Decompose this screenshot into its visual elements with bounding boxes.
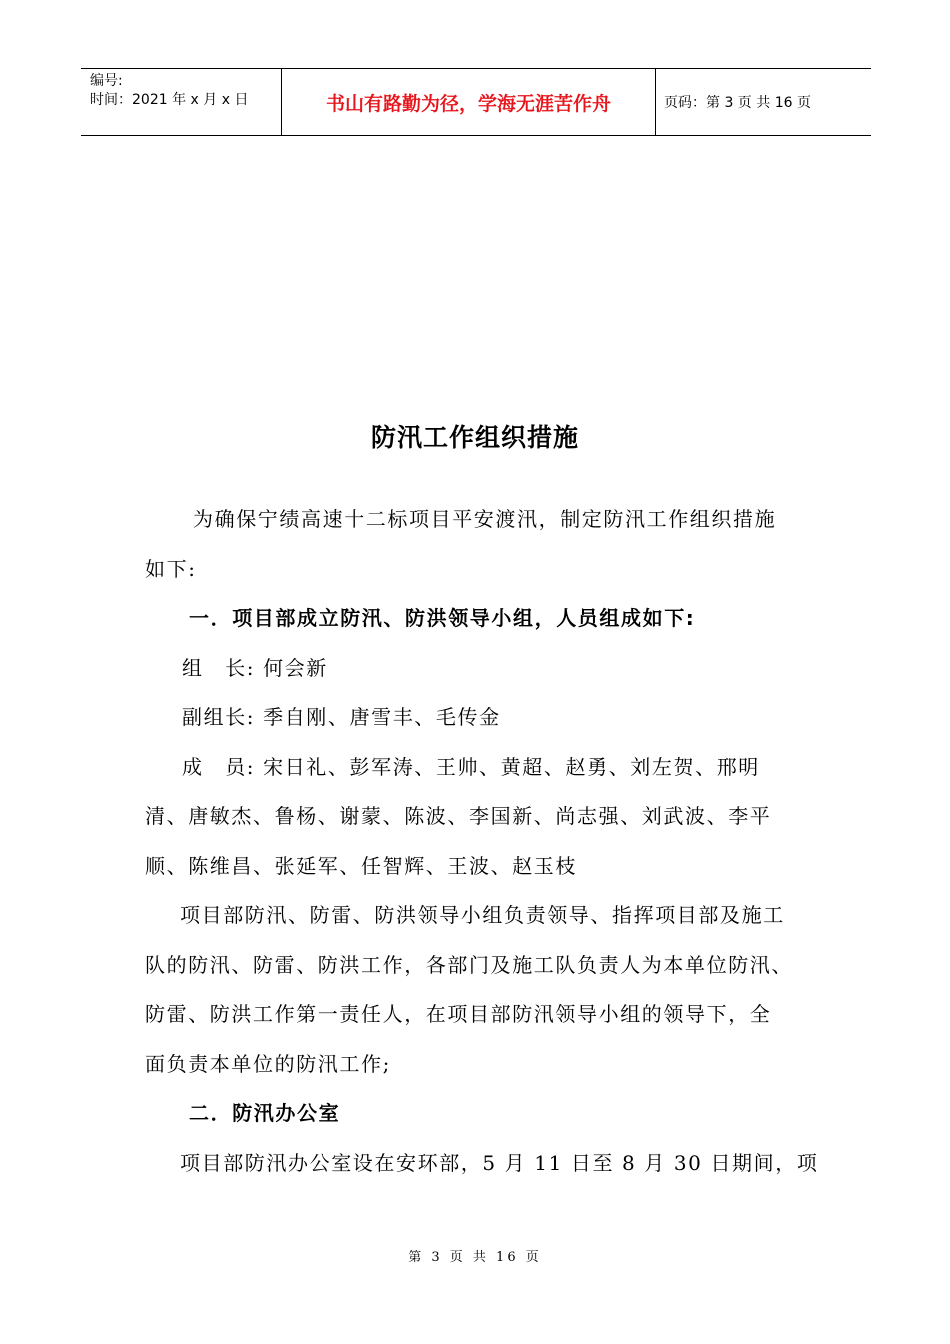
paragraph-line: 顺、陈维昌、张延军、任智辉、王波、赵玉枝 <box>145 853 577 878</box>
header-meta <box>81 69 281 135</box>
section-heading: 二．防汛办公室 <box>189 1101 341 1125</box>
document-body <box>145 495 819 1188</box>
paragraph-line: 如下: <box>145 556 197 581</box>
paragraph-line: 项目部防汛、防雷、防洪领导小组负责领导、指挥项目部及施工 <box>180 903 785 927</box>
document-time-label: 时间：2021 年 x 月 x 日 <box>90 92 249 108</box>
document-number-label: 编号: <box>90 73 123 89</box>
document-title: 防汛工作组织措施 <box>370 423 579 452</box>
header-motto: 书山有路勤为径，学海无涯苦作舟 <box>281 69 656 135</box>
paragraph-line: 副组长: 季自刚、唐雪丰、毛传金 <box>182 705 501 729</box>
paragraph-line: 为确保宁绩高速十二标项目平安渡汛，制定防汛工作组织措施 <box>193 507 777 531</box>
paragraph-line: 成 员: 宋日礼、彭军涛、王帅、黄超、赵勇、刘左贺、邢明 <box>182 754 760 779</box>
section-heading: 一．项目部成立防汛、防洪领导小组，人员组成如下: <box>189 606 696 630</box>
paragraph-line: 项目部防汛办公室设在安环部，5 月 11 日至 8 月 30 日期间，项 <box>180 1150 819 1175</box>
page-footer: 第 3 页 共 16 页 <box>408 1250 542 1265</box>
paragraph-line: 面负责本单位的防汛工作; <box>145 1051 391 1076</box>
page-header <box>81 68 871 136</box>
paragraph-line: 清、唐敏杰、鲁杨、谢蒙、陈波、李国新、尚志强、刘武波、李平 <box>145 804 772 828</box>
paragraph-line: 队的防汛、防雷、防洪工作，各部门及施工队负责人为本单位防汛、 <box>145 952 793 977</box>
paragraph-line: 组 长: 何会新 <box>182 655 328 680</box>
header-page-info: 页码：第 3 页 共 16 页 <box>664 95 811 111</box>
paragraph-line: 防雷、防洪工作第一责任人，在项目部防汛领导小组的领导下，全 <box>145 1002 772 1026</box>
